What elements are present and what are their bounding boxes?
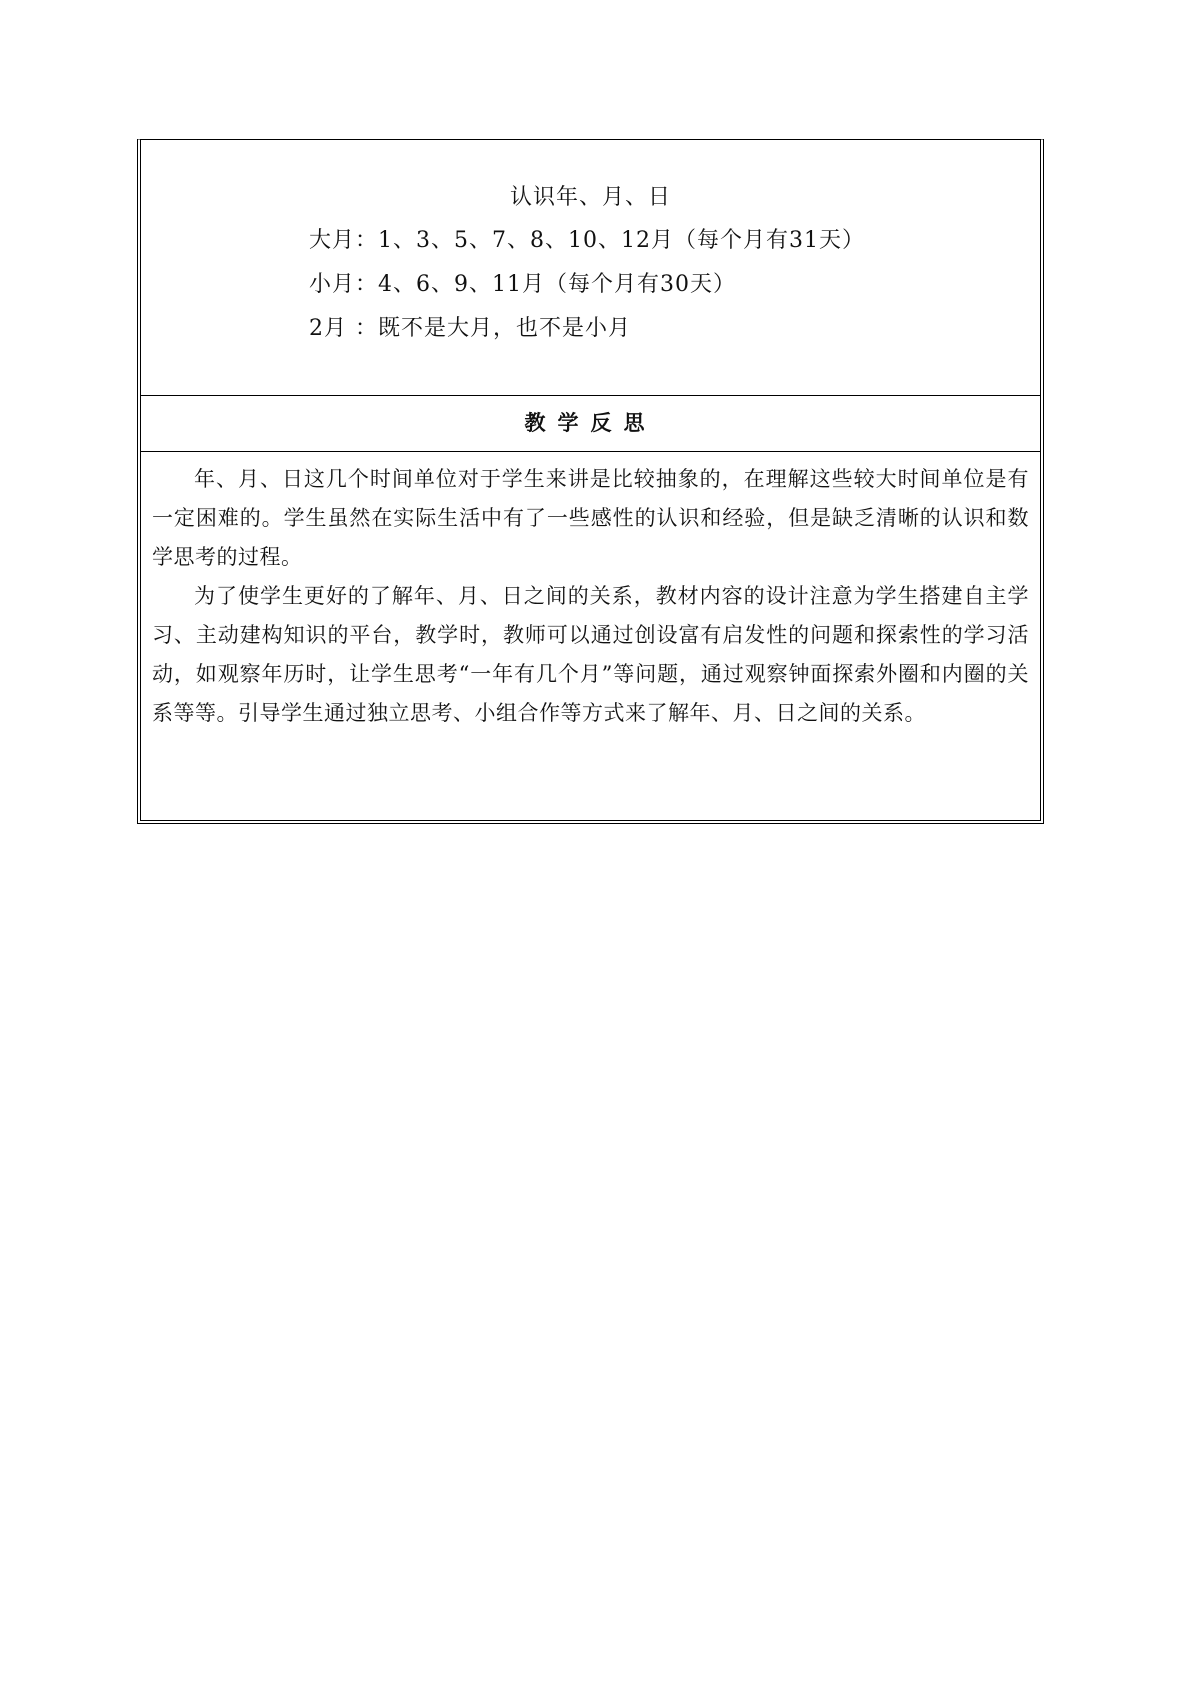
lesson-table (137, 139, 1044, 824)
board-line-small-months: 小月：4、6、9、11月（每个月有30天） (309, 272, 736, 297)
reflection-paragraph-2: 为了使学生更好的了解年、月、日之间的关系，教材内容的设计注意为学生搭建自主学习、主动建构知识的平台，教学时，教师可以通过创设富有启发性的问题和探索性的学习活动，如观察年历时，让学生思考“一年有几个月”等问题，通过观察钟面探索外圈和内圈的关系等等。引导学生通过独立思考、小组合作等方式来了解年、月、日之间的关系。 (152, 584, 1029, 725)
board-line-big-months: 大月：1、3、5、7、8、10、12月（每个月有31天） (309, 228, 865, 253)
board-title: 认识年、月、日 (509, 185, 671, 210)
reflection-heading: 教学反思 (141, 395, 1040, 452)
reflection-paragraph-1: 年、月、日这几个时间单位对于学生来讲是比较抽象的，在理解这些较大时间单位是有一定困难的。学生虽然在实际生活中有了一些感性的认识和经验，但是缺乏清晰的认识和数学思考的过程。 (152, 467, 1029, 569)
blackboard-design-section (141, 140, 1040, 396)
board-line-february: 2月 ：既不是大月，也不是小月 (309, 316, 631, 341)
reflection-body (152, 460, 1029, 733)
